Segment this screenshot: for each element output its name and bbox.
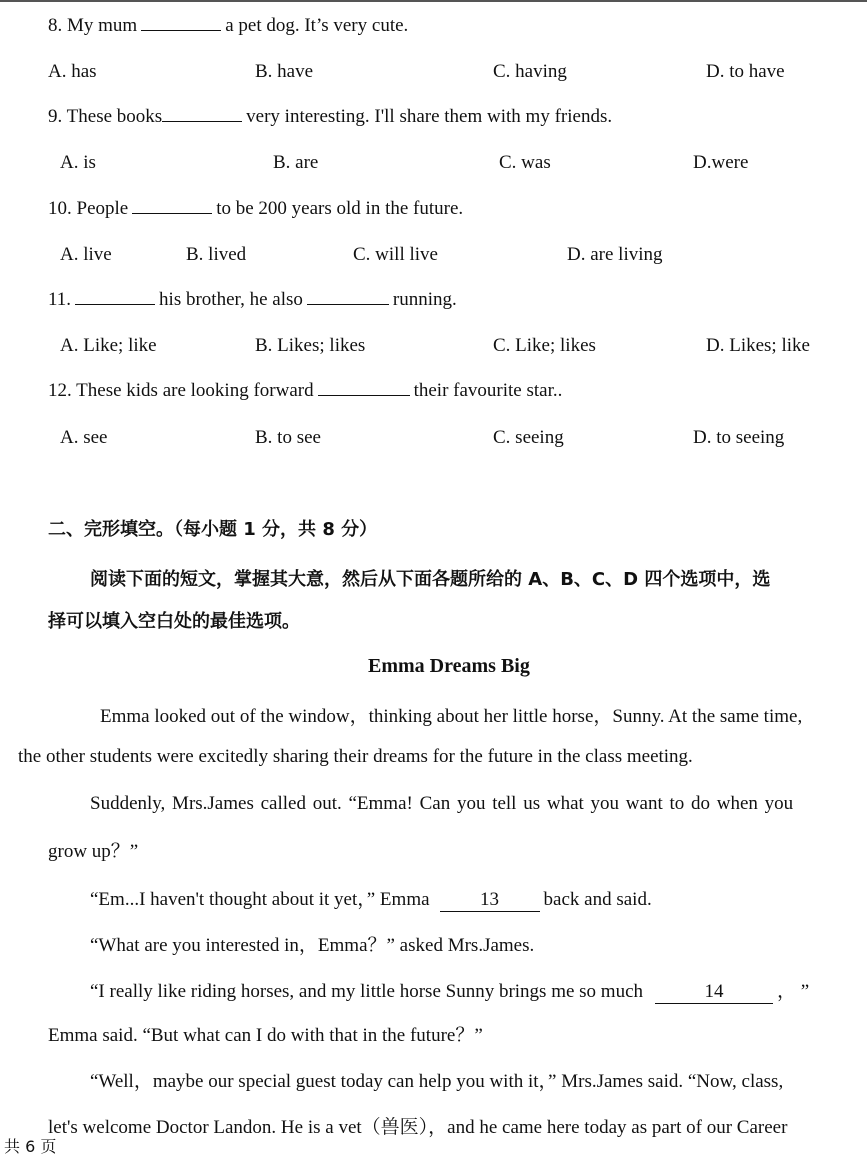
section-2-instruction-line-2: 择可以填入空白处的最佳选项。	[48, 611, 300, 632]
passage-line-interest: “What are you interested in，Emma？” asked Mrs.James.	[90, 935, 535, 956]
page-top-border	[0, 0, 867, 2]
question-12-option-b: B. to see	[255, 427, 321, 448]
section-2-instruction-line-1: 阅读下面的短文，掌握其大意，然后从下面各题所给的 A、B、C、D 四个选项中，选	[90, 569, 771, 590]
question-11-option-b: B. Likes; likes	[255, 335, 366, 356]
passage-line-14-end: ， ”	[777, 981, 810, 1002]
question-9-option-c: C. was	[499, 152, 551, 173]
question-8-option-a: A. has	[48, 61, 97, 82]
passage-line-4: grow up？”	[48, 841, 139, 862]
question-10-stem	[48, 197, 463, 221]
passage-line-emma-said: Emma said. “But what can I do with that in the future？”	[48, 1025, 483, 1046]
question-10-stem-start: 10. People	[48, 198, 129, 219]
question-9-stem-end: very interesting. I'll share them with my friends.	[246, 106, 613, 127]
question-9-stem	[48, 105, 612, 129]
passage-title: Emma Dreams Big	[368, 655, 530, 677]
page-footer: 共 6 页	[4, 1137, 57, 1156]
question-12-option-c: C. seeing	[493, 427, 564, 448]
question-11-option-c: C. Like; likes	[493, 335, 596, 356]
question-9-option-a: A. is	[60, 152, 96, 173]
question-10-option-a: A. live	[60, 244, 112, 265]
passage-line-blank-14	[90, 976, 809, 1004]
question-11-blank-2	[307, 288, 389, 305]
question-10-option-b: B. lived	[186, 244, 247, 265]
blank-13: 13	[440, 889, 540, 912]
question-10-option-d: D. are living	[567, 244, 663, 265]
question-11-option-a: A. Like; like	[60, 335, 157, 356]
question-12-option-d: D. to seeing	[693, 427, 785, 448]
question-10-blank	[132, 197, 212, 214]
question-12-stem-end: their favourite star..	[413, 380, 563, 401]
passage-line-well: “Well，maybe our special guest today can help you with it，” Mrs.James said. “Now, class,	[90, 1071, 784, 1092]
question-8-option-b: B. have	[255, 61, 314, 82]
question-12-blank	[318, 379, 410, 396]
passage-line-blank-13	[90, 884, 652, 912]
question-11-stem-middle: his brother, he also	[159, 289, 303, 310]
passage-line-3: Suddenly, Mrs.James called out. “Emma! Can you tell us what you want to do when you	[90, 793, 794, 814]
blank-14: 14	[655, 981, 773, 1004]
question-10-stem-end: to be 200 years old in the future.	[216, 198, 464, 219]
section-2-heading: 二、完形填空。（每小题 1 分，共 8 分）	[48, 519, 378, 540]
question-12-stem-start: 12. These kids are looking forward	[48, 380, 314, 401]
question-8-option-c: C. having	[493, 61, 567, 82]
question-8-stem	[48, 14, 408, 38]
question-12-stem	[48, 379, 562, 403]
question-8-stem-end: a pet dog. It’s very cute.	[225, 15, 409, 36]
question-11-stem-start: 11.	[48, 289, 72, 310]
question-11-blank-1	[75, 288, 155, 305]
passage-line-13-end: back and said.	[543, 889, 652, 910]
passage-line-13-start: “Em...I haven't thought about it yet，” Emma	[90, 889, 430, 910]
question-9-option-d: D.were	[693, 152, 749, 173]
question-11-stem-end: running.	[392, 289, 457, 310]
question-8-stem-start: 8. My mum	[48, 15, 138, 36]
passage-line-2: the other students were excitedly sharing their dreams for the future in the class meeting.	[18, 746, 693, 767]
passage-line-1: Emma looked out of the window，thinking about her little horse，Sunny. At the same time,	[100, 706, 803, 727]
question-9-option-b: B. are	[273, 152, 319, 173]
question-8-blank	[141, 14, 221, 31]
passage-line-welcome: let's welcome Doctor Landon. He is a vet（兽医），and he came here today as part of our Career	[48, 1117, 788, 1138]
question-9-blank	[162, 105, 242, 122]
question-11-stem	[48, 288, 457, 312]
question-8-option-d: D. to have	[706, 61, 785, 82]
question-10-option-c: C. will live	[353, 244, 438, 265]
passage-line-14-start: “I really like riding horses, and my little horse Sunny brings me so much	[90, 981, 644, 1002]
question-9-stem-start: 9. These books	[48, 106, 163, 127]
question-12-option-a: A. see	[60, 427, 108, 448]
question-11-option-d: D. Likes; like	[706, 335, 810, 356]
